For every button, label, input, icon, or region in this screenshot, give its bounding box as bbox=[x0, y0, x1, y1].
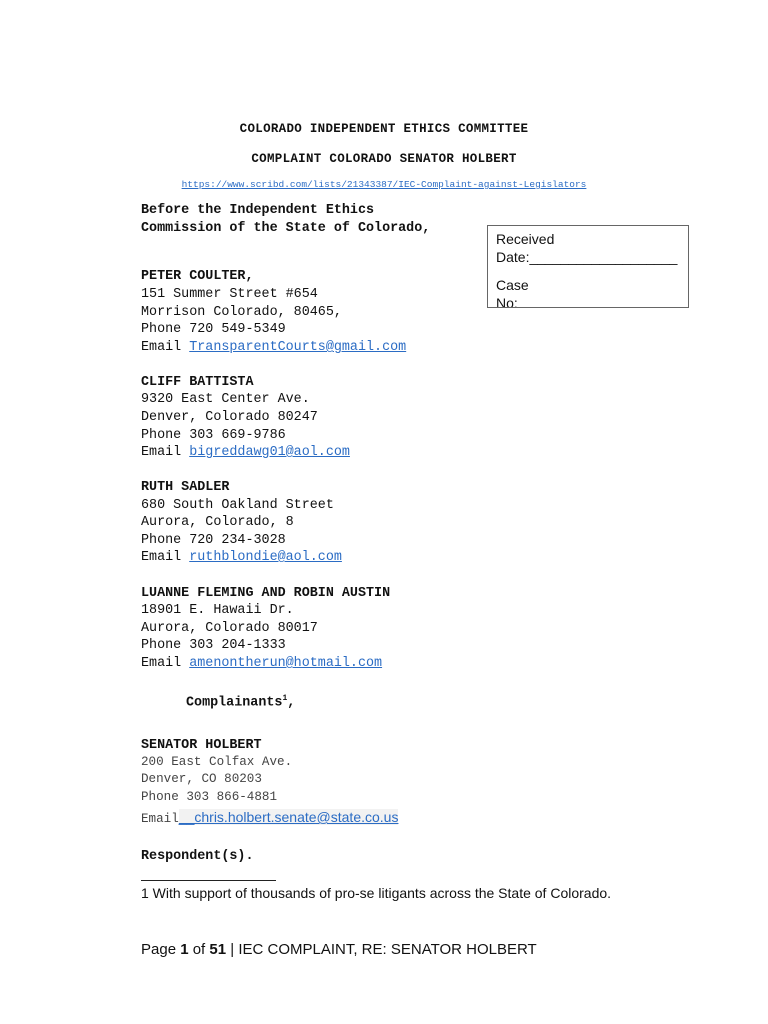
complainant-phone: Phone 720 234-3028 bbox=[141, 533, 286, 548]
page-number: 1 bbox=[180, 941, 189, 958]
respondent-phone: Phone 303 866-4881 bbox=[141, 790, 278, 804]
complainant-address-2: Denver, Colorado 80247 bbox=[141, 410, 318, 425]
email-label: Email bbox=[141, 656, 190, 671]
complainant-address-1: 18901 E. Hawaii Dr. bbox=[141, 603, 294, 618]
complainant-address-1: 151 Summer Street #654 bbox=[141, 287, 318, 302]
email-label: Email bbox=[141, 445, 190, 460]
complainant-email-line bbox=[141, 549, 342, 567]
document-title: COLORADO INDEPENDENT ETHICS COMMITTEE bbox=[239, 122, 529, 136]
complainant-phone: Phone 303 204-1333 bbox=[141, 638, 286, 653]
complainant-phone: Phone 720 549-5349 bbox=[141, 322, 286, 337]
email-label: Email bbox=[141, 550, 190, 565]
complainant-name: PETER COULTER, bbox=[141, 269, 254, 284]
complainant-address-2: Morrison Colorado, 80465, bbox=[141, 305, 342, 320]
respondent-address-1: 200 East Colfax Ave. bbox=[141, 755, 293, 769]
complainant-email-line bbox=[141, 339, 406, 357]
complainant-address-2: Aurora, Colorado, 8 bbox=[141, 515, 294, 530]
complainant-phone: Phone 303 669-9786 bbox=[141, 428, 286, 443]
complainant-email-link[interactable]: TransparentCourts@gmail.com bbox=[189, 340, 407, 355]
complainants-label: Complainants$^1$, bbox=[186, 694, 296, 711]
email-label: Email bbox=[141, 812, 179, 826]
case-no: No: bbox=[496, 295, 518, 308]
case-label: Case bbox=[496, 277, 529, 293]
email-label: Email bbox=[141, 340, 190, 355]
respondent-email-link[interactable]: __chris.holbert.senate@state.co.us bbox=[178, 809, 399, 825]
page-footer: Page 1 of 51 | IEC COMPLAINT, RE: SENATOR HOLBERT bbox=[141, 941, 537, 958]
complainant-email-line bbox=[141, 444, 350, 462]
document-subtitle: COMPLAINT COLORADO SENATOR HOLBERT bbox=[251, 152, 517, 166]
complainant-address-1: 9320 East Center Ave. bbox=[141, 392, 310, 407]
footnote-text: 1 With support of thousands of pro-se litigants across the State of Colorado. bbox=[141, 885, 612, 901]
footnote-ref[interactable]: 1 bbox=[282, 694, 288, 703]
received-box bbox=[487, 225, 689, 308]
footnote-divider bbox=[141, 880, 276, 881]
complainant-email-link[interactable]: amenontherun@hotmail.com bbox=[189, 656, 383, 671]
complainant-name: LUANNE FLEMING AND ROBIN AUSTIN bbox=[141, 586, 391, 601]
complainant-email-line bbox=[141, 655, 382, 673]
complainant-address-2: Aurora, Colorado 80017 bbox=[141, 621, 318, 636]
respondent-email-line bbox=[141, 809, 398, 829]
complainant-name: RUTH SADLER bbox=[141, 480, 230, 495]
complainant-email-link[interactable]: bigreddawg01@aol.com bbox=[189, 445, 350, 460]
received-label: Received bbox=[496, 231, 555, 247]
received-date: Date:___________________ bbox=[496, 249, 678, 265]
respondent-name: SENATOR HOLBERT bbox=[141, 738, 262, 753]
footer-title: | IEC COMPLAINT, RE: SENATOR HOLBERT bbox=[226, 941, 537, 958]
intro-line-2: Commission of the State of Colorado, bbox=[141, 221, 431, 236]
intro-line-1: Before the Independent Ethics bbox=[141, 203, 375, 218]
complainant-email-link[interactable]: ruthblondie@aol.com bbox=[189, 550, 342, 565]
source-link-container bbox=[0, 179, 768, 190]
respondent-label: Respondent(s). bbox=[141, 849, 254, 864]
complainant-address-1: 680 South Oakland Street bbox=[141, 498, 334, 513]
source-link[interactable]: https://www.scribd.com/lists/21343387/IEC-Complaint-against-Legislators bbox=[181, 179, 587, 190]
page-total: 51 bbox=[209, 941, 227, 958]
respondent-address-2: Denver, CO 80203 bbox=[141, 772, 262, 786]
complainant-name: CLIFF BATTISTA bbox=[141, 375, 254, 390]
